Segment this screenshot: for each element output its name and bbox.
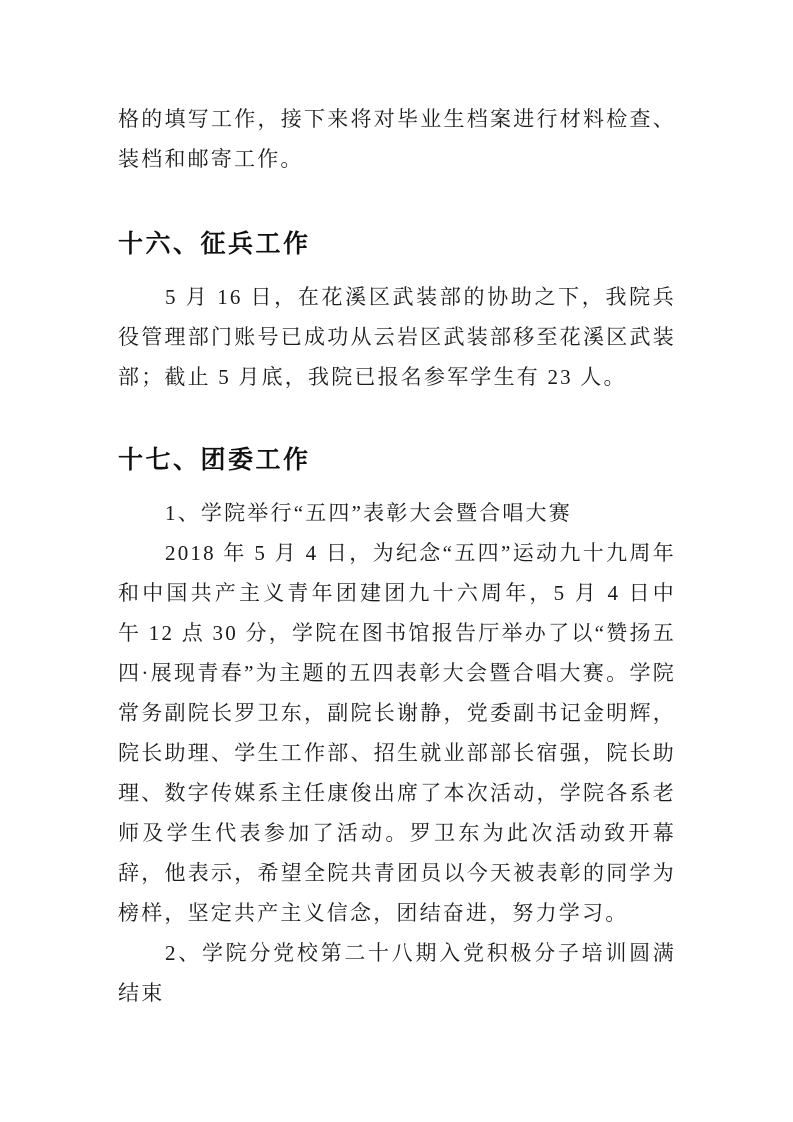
section-17-item-2-title: 2、学院分党校第二十八期入党积极分子培训圆满结束 (118, 941, 676, 1005)
section-17-item-1-title: 1、学院举行“五四”表彰大会暨合唱大赛 (165, 501, 572, 525)
section-17-heading: 十七、团委工作 (118, 446, 311, 474)
section-17-ceremony-paragraph: 2018 年 5 月 4 日，为纪念“五四”运动九十九周年和中国共产主义青年团建团九十六周年，5 月 4 日中午 12 点 30 分，学院在图书馆报告厅举办了以“赞扬五四·展现青春”为主题的五四表彰大会暨合唱大赛。学院常务副院长罗卫东，副院长谢静，党委副书记金明辉，院长助理、学生工作部、招生就业部部长宿强，院长助理、数字传媒系主任康俊出席了本次活动，学院各系老师及学生代表参加了活动。罗卫东为此次活动致开幕辞，他表示，希望全院共青团员以今天被表彰的同学为榜样，坚定共产主义信念，团结奋进，努力学习。 (118, 541, 676, 925)
continued-paragraph: 格的填写工作，接下来将对毕业生档案进行材料检查、装档和邮寄工作。 (118, 107, 676, 171)
section-16-heading: 十六、征兵工作 (118, 230, 311, 258)
section-16-paragraph-conscription: 5 月 16 日，在花溪区武装部的协助之下，我院兵役管理部门账号已成功从云岩区武装部移至花溪区武装部；截止 5 月底，我院已报名参军学生有 23 人。 (118, 285, 676, 389)
